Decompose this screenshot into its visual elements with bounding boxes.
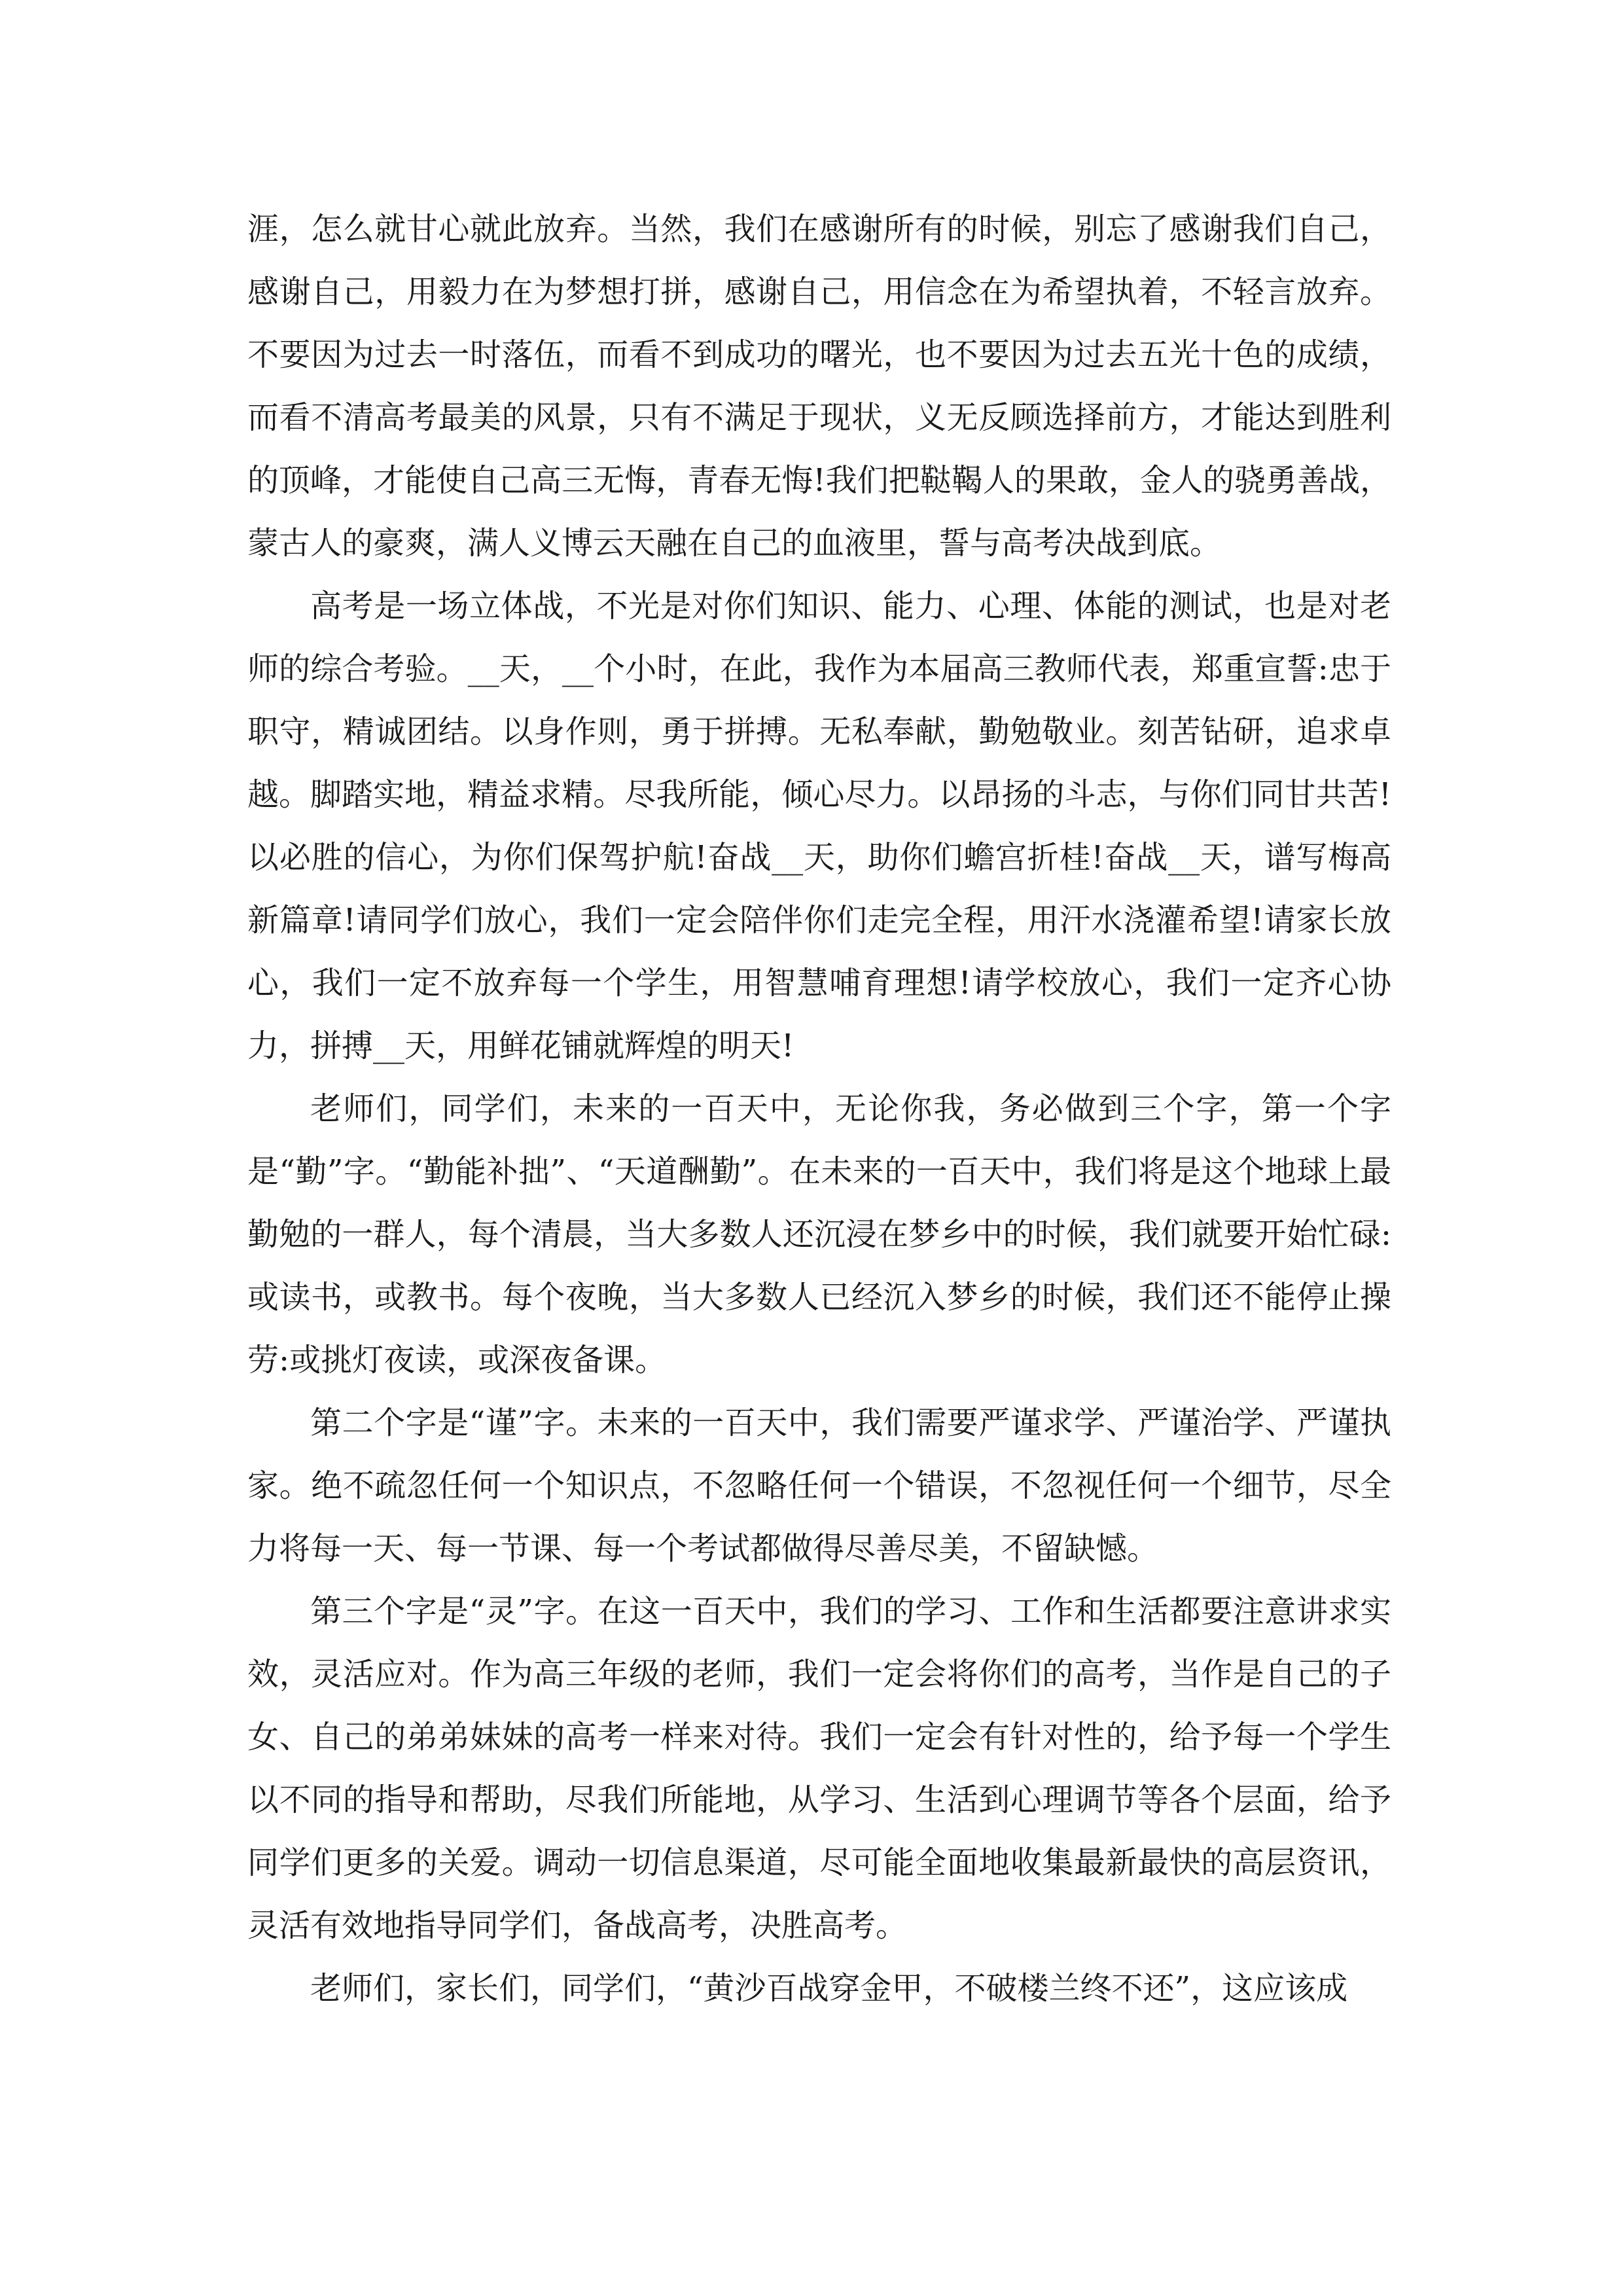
document-body <box>247 198 1391 2020</box>
paragraph-6: 老师们，家长们，同学们，“黄沙百战穿金甲，不破楼兰终不还”，这应该成 <box>310 1970 1348 2007</box>
paragraph-4: 第二个字是“谨”字。未来的一百天中，我们需要严谨求学、严谨治学、严谨执家。绝不疏忽任何一个知识点，不忽略任何一个错误，不忽视任何一个细节，尽全力将每一天、每一节课、每一个考试都做得尽善尽美，不留缺憾。 <box>247 1405 1391 1567</box>
paragraph-3: 老师们，同学们，未来的一百天中，无论你我，务必做到三个字，第一个字是“勤”字。“勤能补拙”、“天道酬勤”。在未来的一百天中，我们将是这个地球上最勤勉的一群人，每个清晨，当大多数人还沉浸在梦乡中的时候，我们就要开始忙碌:或读书，或教书。每个夜晚，当大多数人已经沉入梦乡的时候，我们还不能停止操劳:或挑灯夜读，或深夜备课。 <box>247 1090 1391 1378</box>
paragraph-5: 第三个字是“灵”字。在这一百天中，我们的学习、工作和生活都要注意讲求实效，灵活应对。作为高三年级的老师，我们一定会将你们的高考，当作是自己的子女、自己的弟弟妹妹的高考一样来对待。我们一定会有针对性的，给予每一个学生以不同的指导和帮助，尽我们所能地，从学习、生活到心理调节等各个层面，给予同学们更多的关爱。调动一切信息渠道，尽可能全面地收集最新最快的高层资讯，灵活有效地指导同学们，备战高考，决胜高考。 <box>247 1593 1391 1944</box>
paragraph-1: 涯，怎么就甘心就此放弃。当然，我们在感谢所有的时候，别忘了感谢我们自己，感谢自己，用毅力在为梦想打拼，感谢自己，用信念在为希望执着，不轻言放弃。不要因为过去一时落伍，而看不到成功的曙光，也不要因为过去五光十色的成绩，而看不清高考最美的风景，只有不满足于现状，义无反顾选择前方，才能达到胜利的顶峰，才能使自己高三无悔，青春无悔!我们把鞑鞨人的果敢，金人的骁勇善战，蒙古人的豪爽，满人义博云天融在自己的血液里，誓与高考决战到底。 <box>247 211 1391 562</box>
paragraph-2: 高考是一场立体战，不光是对你们知识、能力、心理、体能的测试，也是对老师的综合考验。__天，__个小时，在此，我作为本届高三教师代表，郑重宣誓:忠于职守，精诚团结。以身作则，勇于拼搏。无私奉献，勤勉敬业。刻苦钻研，追求卓越。脚踏实地，精益求精。尽我所能，倾心尽力。以昂扬的斗志，与你们同甘共苦!以必胜的信心，为你们保驾护航!奋战__天，助你们蟾宫折桂!奋战__天，谱写梅高新篇章!请同学们放心，我们一定会陪伴你们走完全程，用汗水浇灌希望!请家长放心，我们一定不放弃每一个学生，用智慧哺育理想!请学校放心，我们一定齐心协力，拼搏__天，用鲜花铺就辉煌的明天! <box>247 588 1391 1064</box>
